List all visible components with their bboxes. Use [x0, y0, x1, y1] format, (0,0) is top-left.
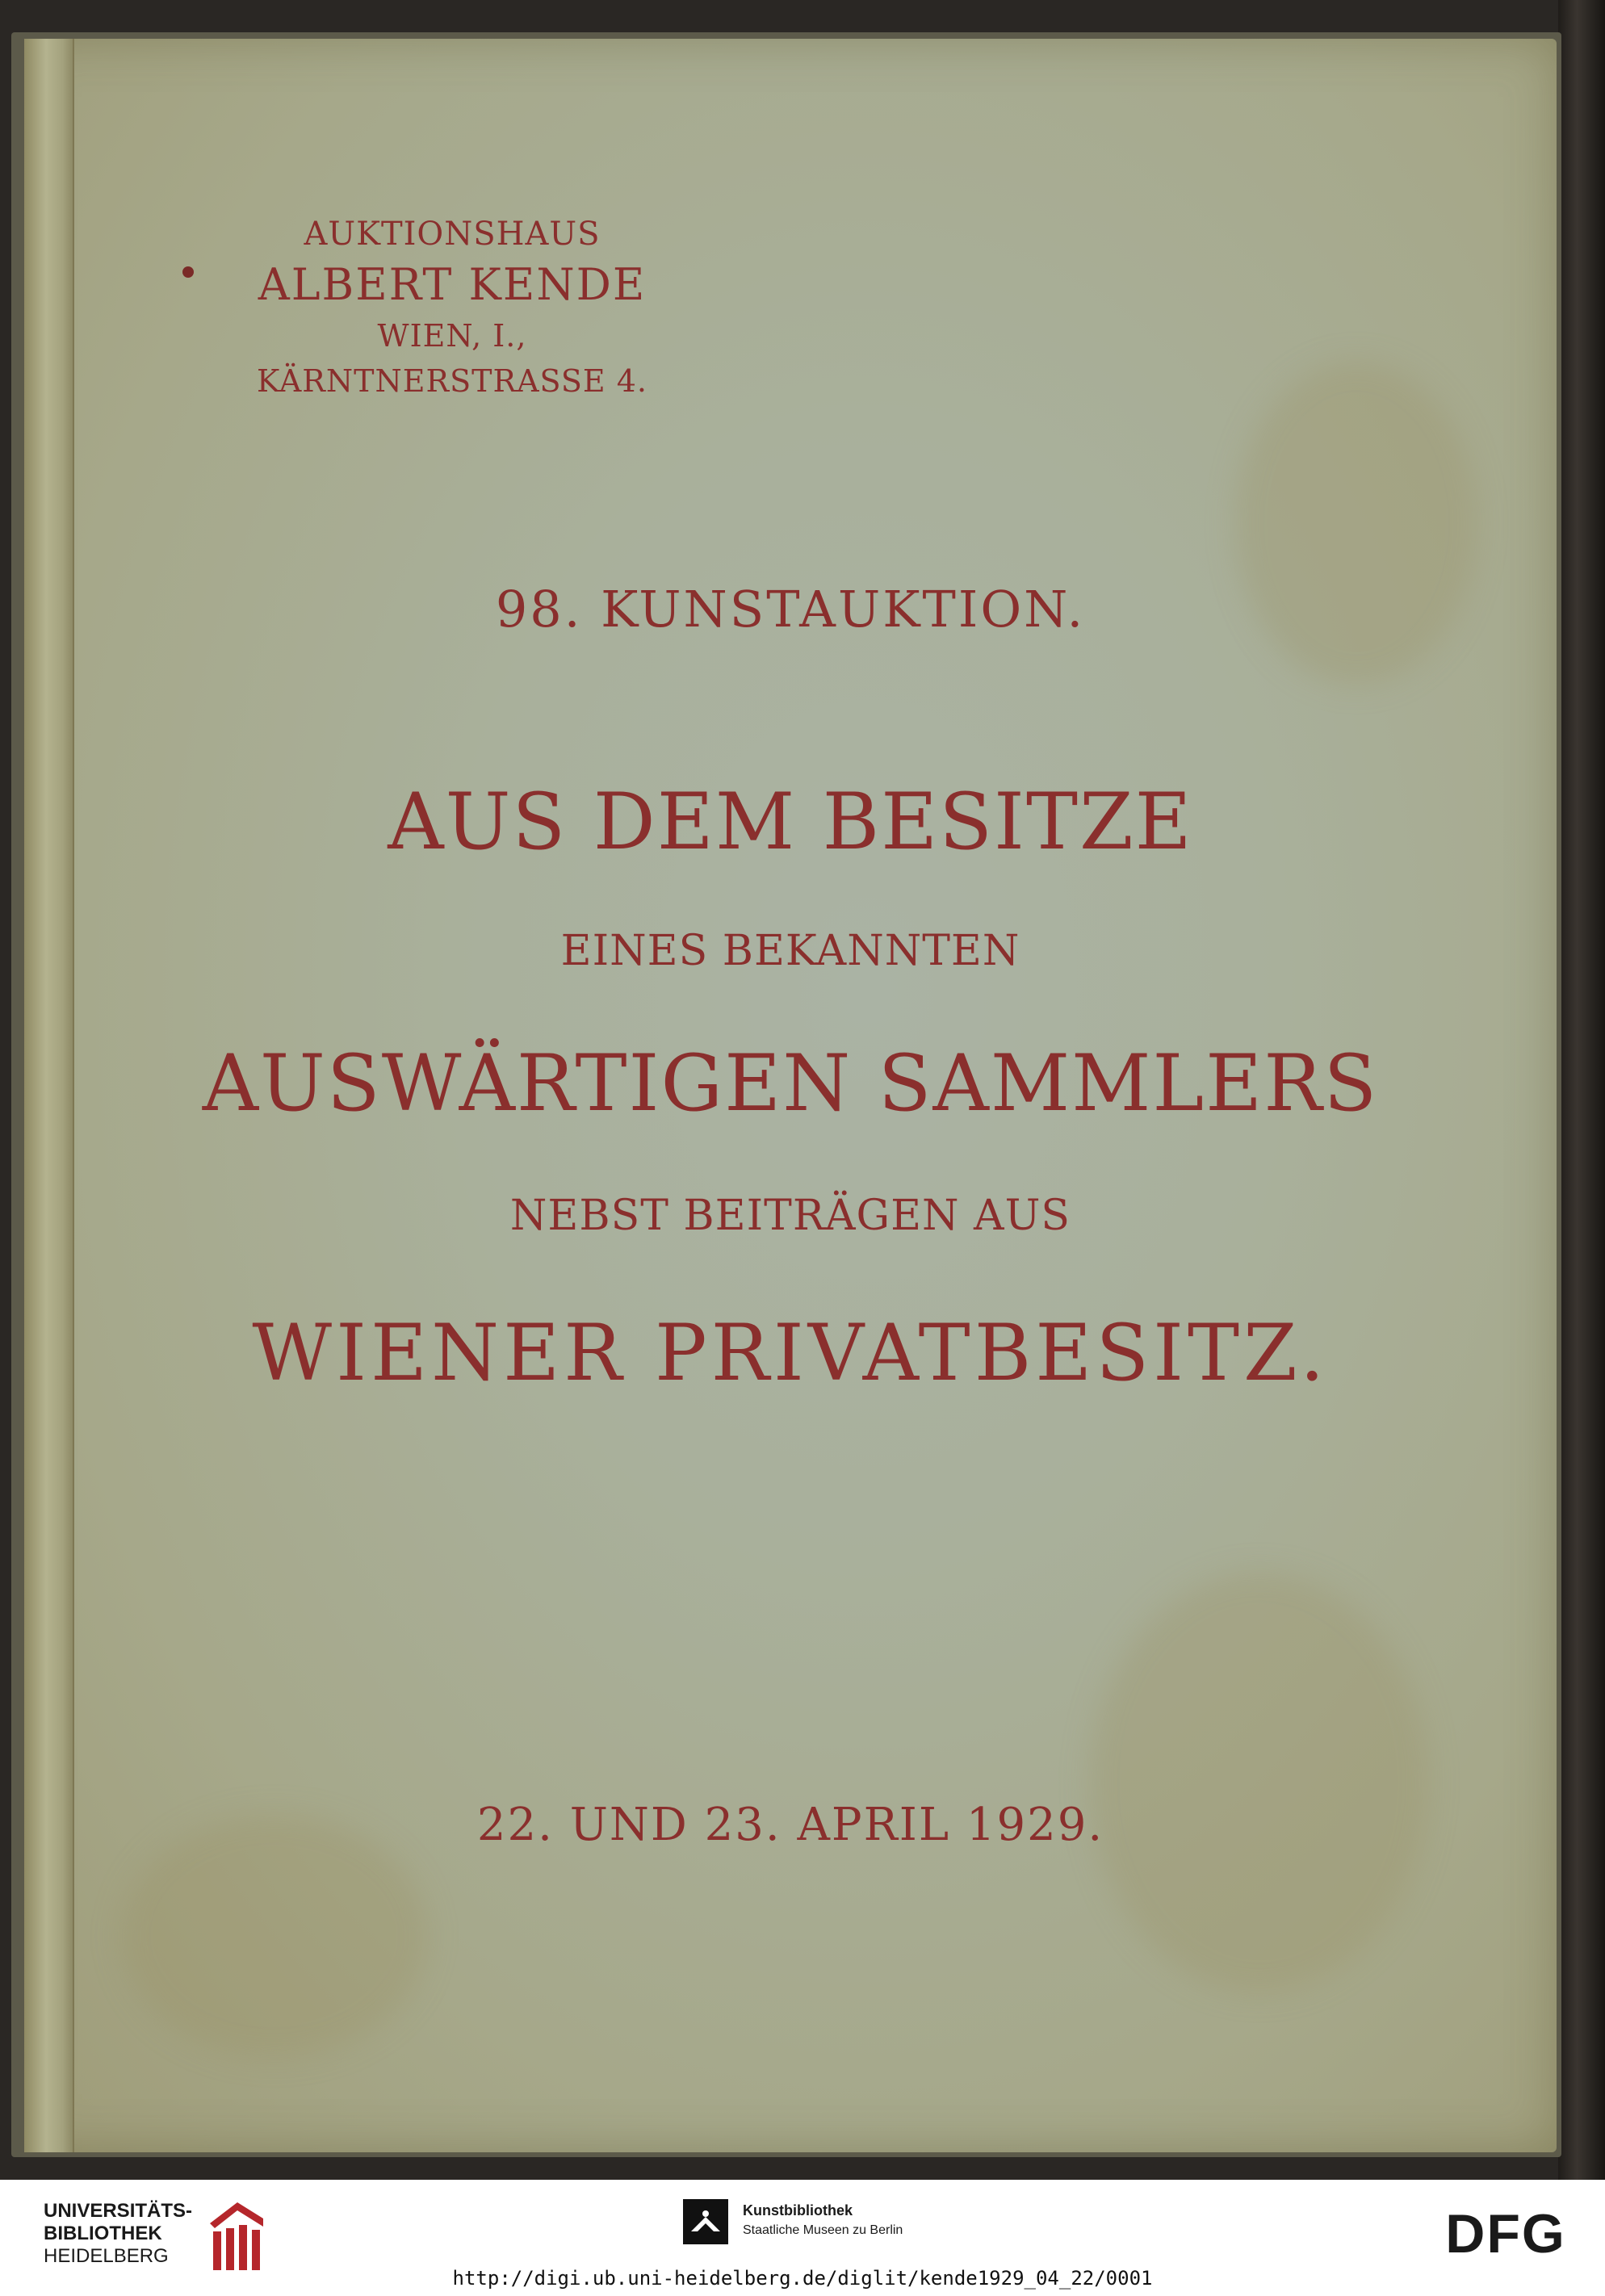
headline-collection: AUS DEM BESITZE [388, 777, 1193, 867]
university-logo-line2: BIBLIOTHEK [44, 2223, 162, 2244]
university-logo-line3: HEIDELBERG [44, 2245, 169, 2267]
publisher-name: ALBERT KENDE [258, 259, 647, 310]
scan-edge [1558, 0, 1605, 2180]
publisher-house: AUKTIONSHAUS [304, 216, 601, 253]
kunstbibliothek-name: Kunstbibliothek [743, 2202, 853, 2218]
subline-collector: EINES BEKANNTEN [560, 927, 1020, 975]
dfg-logo-text: DFG [1445, 2204, 1566, 2262]
headline-private-property: WIENER PRIVATBESITZ. [252, 1308, 1329, 1398]
kunstbibliothek-logo[interactable] [683, 2198, 974, 2254]
auction-title: 98. KUNSTAUKTION. [495, 580, 1086, 639]
university-seal-icon [205, 2199, 266, 2277]
footer-bar [0, 2180, 1605, 2296]
auction-date: 22. UND 23. APRIL 1929. [476, 1799, 1104, 1851]
university-library-logo[interactable] [44, 2194, 237, 2267]
headline-collector: AUSWÄRTIGEN SAMMLERS [202, 1038, 1379, 1129]
subline-contributions: NEBST BEITRÄGEN AUS [509, 1192, 1071, 1240]
cover-text [24, 0, 1557, 2180]
kunstbibliothek-subtitle: Staatliche Museen zu Berlin [743, 2223, 903, 2237]
eagle-icon [683, 2199, 728, 2244]
publisher-city: WIEN, I., [377, 318, 527, 354]
permalink-url[interactable]: http://digi.ub.uni-heidelberg.de/diglit/kende1929_04_22/0001 [452, 2267, 1153, 2290]
university-logo-line1: UNIVERSITÄTS- [44, 2200, 193, 2222]
dfg-logo[interactable] [1429, 2204, 1582, 2262]
publisher-address: KÄRNTNERSTRASSE 4. [256, 363, 647, 399]
